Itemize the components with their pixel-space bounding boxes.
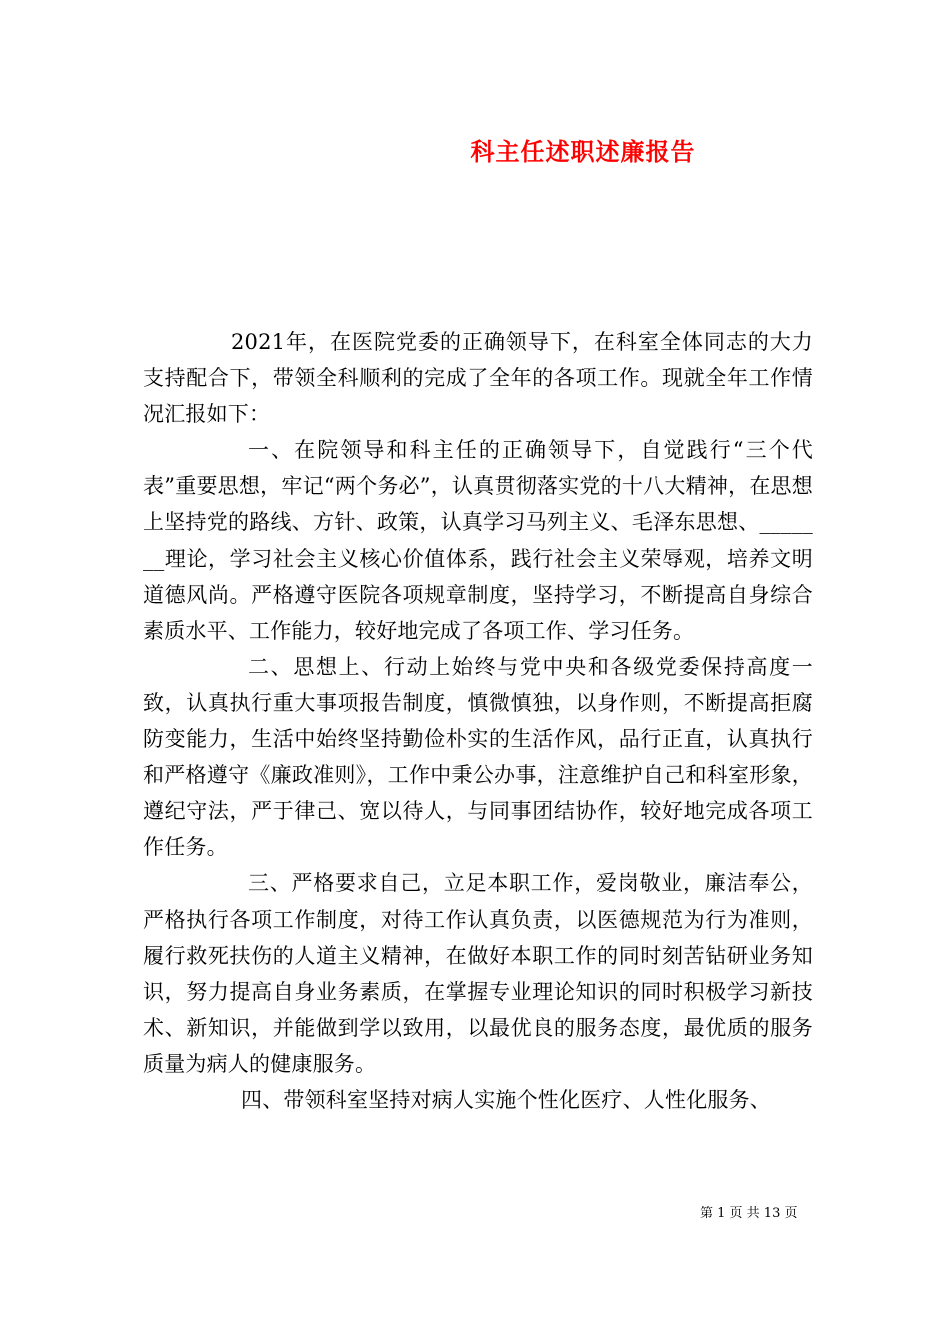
document-body <box>143 324 813 1118</box>
paragraph-section-one: 一、在院领导和科主任的正确领导下，自觉践行“三个代表”重要思想，牢记“两个务必”，认真贯彻落实党的十八大精神，在思想上坚持党的路线、方针、政策，认真学习马列主义、毛泽东思想、_______理论，学习社会主义核心价值体系，践行社会主义荣辱观，培养文明道德风尚。严格遵守医院各项规章制度，坚持学习，不断提高自身综合素质水平、工作能力，较好地完成了各项工作、学习任务。 <box>143 438 813 643</box>
paragraph-section-two: 二、思想上、行动上始终与党中央和各级党委保持高度一致，认真执行重大事项报告制度，慎微慎独，以身作则，不断提高拒腐防变能力，生活中始终坚持勤俭朴实的生活作风，品行正直，认真执行和严格遵守《廉政准则》，工作中秉公办事，注意维护自己和科室形象，遵纪守法，严于律己、宽以待人，与同事团结协作，较好地完成各项工作任务。 <box>143 654 813 860</box>
document-title: 科主任述职述廉报告 <box>470 137 696 166</box>
paragraph-section-three: 三、严格要求自己，立足本职工作，爱岗敬业，廉洁奉公，严格执行各项工作制度，对待工作认真负责，以医德规范为行为准则，履行救死扶伤的人道主义精神，在做好本职工作的同时刻苦钻研业务知识，努力提高自身业务素质，在掌握专业理论知识的同时积极学习新技术、新知识，并能做到学以致用，以最优良的服务态度，最优质的服务质量为病人的健康服务。 <box>143 871 813 1076</box>
page-number-footer: 第 1 页 共 13 页 <box>700 1206 798 1221</box>
paragraph-intro: 2021年，在医院党委的正确领导下，在科室全体同志的大力支持配合下，带领全科顺利的完成了全年的各项工作。现就全年工作情况汇报如下： <box>143 330 813 427</box>
paragraph-section-four: 四、带领科室坚持对病人实施个性化医疗、人性化服务、 <box>241 1087 771 1112</box>
